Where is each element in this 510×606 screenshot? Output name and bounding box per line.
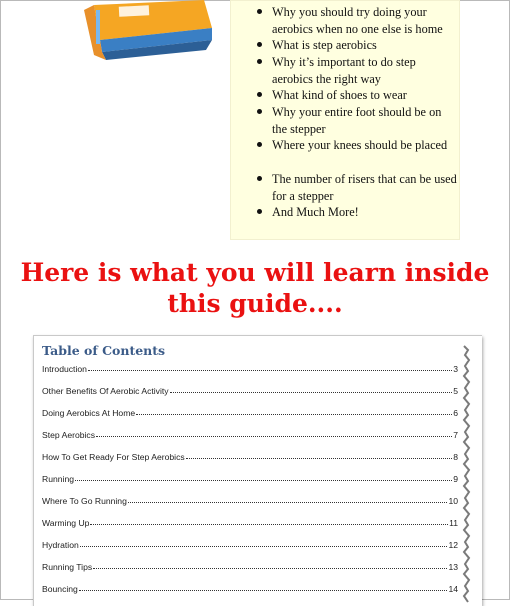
toc-row-title: Warming Up <box>42 518 90 528</box>
bullet-icon <box>257 109 262 114</box>
feature-item <box>272 4 457 37</box>
toc-leader-dots <box>90 524 448 525</box>
box-label <box>119 5 149 17</box>
feature-box <box>230 0 460 240</box>
toc-row-title: Bouncing <box>42 584 78 594</box>
toc-row-title: Doing Aerobics At Home <box>42 408 136 418</box>
box-spine-stripe <box>96 10 100 44</box>
bullet-icon <box>257 42 262 47</box>
feature-item-text: What kind of shoes to wear <box>272 88 407 102</box>
bullet-icon <box>257 209 262 214</box>
toc-leader-dots <box>80 546 448 547</box>
headline-line-1: Here is what you will learn inside <box>20 258 490 287</box>
feature-item <box>272 204 457 221</box>
toc-row-page: 3 <box>453 364 458 374</box>
toc-leader-dots <box>75 480 452 481</box>
bullet-icon <box>257 9 262 14</box>
torn-edge-graphic <box>456 336 480 606</box>
toc-row-page: 9 <box>453 474 458 484</box>
feature-item-text: What is step aerobics <box>272 38 377 52</box>
toc-row-page: 7 <box>453 430 458 440</box>
toc-row <box>42 448 458 462</box>
toc-leader-dots <box>79 590 448 591</box>
toc-preview <box>33 335 482 606</box>
toc-row-title: How To Get Ready For Step Aerobics <box>42 452 185 462</box>
feature-item <box>272 104 457 137</box>
toc-row <box>42 426 458 440</box>
toc-row-page: 6 <box>453 408 458 418</box>
toc-leader-dots <box>186 458 453 459</box>
toc-row-title: Hydration <box>42 540 79 550</box>
feature-item <box>272 54 457 87</box>
headline <box>0 257 510 319</box>
toc-row <box>42 404 458 418</box>
toc-leader-dots <box>170 392 453 393</box>
feature-item-text: The number of risers that can be used for a stepper <box>272 172 457 203</box>
toc-row-title: Running <box>42 474 75 484</box>
bullet-icon <box>257 59 262 64</box>
toc-row <box>42 514 458 528</box>
feature-item-text: Why it’s important to do step aerobics the right way <box>272 55 416 86</box>
feature-item <box>272 37 457 54</box>
feature-item-text: Why you should try doing your aerobics when no one else is home <box>272 5 443 36</box>
feature-item-text: Where your knees should be placed <box>272 138 448 152</box>
feature-item <box>272 87 457 104</box>
product-box-image <box>84 0 244 65</box>
toc-row <box>42 492 458 506</box>
toc-leader-dots <box>93 568 447 569</box>
toc-row-title: Where To Go Running <box>42 496 127 506</box>
toc-row-title: Running Tips <box>42 562 93 572</box>
toc-row-page: 14 <box>448 584 458 594</box>
toc-row <box>42 382 458 396</box>
toc-row-page: 12 <box>448 540 458 550</box>
toc-title: Table of Contents <box>42 343 166 358</box>
toc-row-page: 10 <box>448 496 458 506</box>
feature-item <box>272 171 457 204</box>
toc-leader-dots <box>96 436 452 437</box>
toc-row-title: Step Aerobics <box>42 430 96 440</box>
feature-item <box>272 137 457 154</box>
toc-row-page: 11 <box>449 518 458 528</box>
toc-row <box>42 536 458 550</box>
toc-row <box>42 470 458 484</box>
toc-row-page: 8 <box>453 452 458 462</box>
toc-leader-dots <box>88 370 452 371</box>
toc-row-title: Other Benefits Of Aerobic Activity <box>42 386 169 396</box>
toc-row <box>42 360 458 374</box>
feature-item-text: Why your entire foot should be on the stepper <box>272 105 442 136</box>
toc-leader-dots <box>136 414 452 415</box>
toc-row-page: 5 <box>453 386 458 396</box>
headline-line-2: this guide.... <box>167 289 343 318</box>
bullet-icon <box>257 142 262 147</box>
toc-row <box>42 580 458 594</box>
toc-row-page: 13 <box>448 562 458 572</box>
toc-row <box>42 558 458 572</box>
bullet-icon <box>257 176 262 181</box>
toc-row-title: Introduction <box>42 364 87 374</box>
feature-item-text: And Much More! <box>272 205 359 219</box>
bullet-icon <box>257 92 262 97</box>
toc-leader-dots <box>128 502 448 503</box>
